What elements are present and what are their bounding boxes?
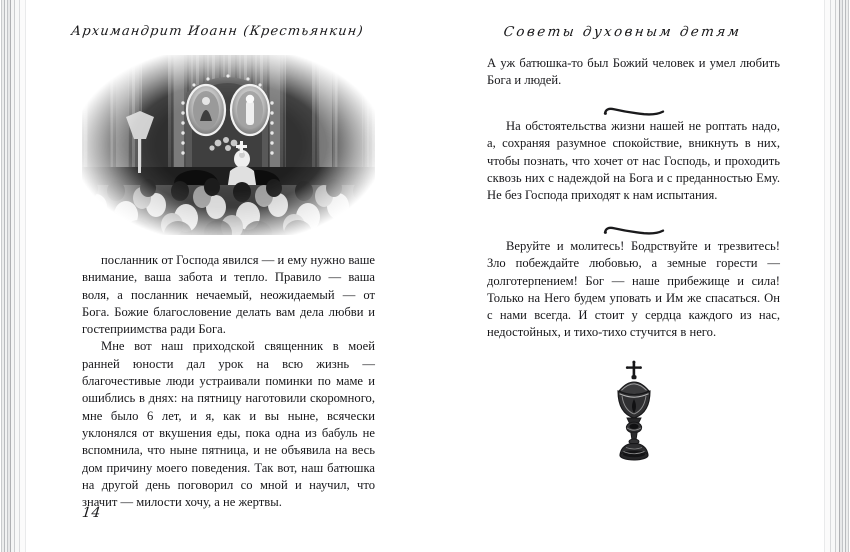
page-number-left: 14 <box>81 505 102 521</box>
right-page-body-2 <box>487 118 780 204</box>
flourish-divider-2 <box>487 223 780 237</box>
flourish-divider-1 <box>487 104 780 118</box>
church-photo-image <box>82 55 375 235</box>
church-photo <box>82 55 375 235</box>
left-page-body <box>82 252 375 511</box>
paragraph: Веруйте и молитесь! Бодрствуйте и трезвитесь! Зло побеждайте любовью, а земные горести — долготерпением! Бог — наше прибежище и сила! Только на Него будем уповать и Им же спасаться. Он с нами всегда. И стоит у сердца каждого из нас, недостойных, и тихо-тихо стучится в него. <box>487 239 780 340</box>
right-page-body-3 <box>487 238 780 342</box>
paragraph: Мне вот наш приходской священник в моей ранней юности дал урок на всю жизнь — благочестивые люди устраивали поминки по маме и ошиблись в днях: на пятницу наготовили скоромного, мне было 6 лет, и я, как и вы ныне, всячески уклонялся от вкушения еды, пока одна из бабуль не вспомнила, что ныне пятница, и не объявила на весь дом причину моего поведения. Так вот, наш батюшка на другой день поговорил со мной и научил, что значит — милости хочу, а не жертвы. <box>82 339 375 510</box>
page-right <box>450 0 795 552</box>
paragraph: посланник от Господа явился — и ему нужно ваше внимание, ваша забота и тепло. Правило — ваша воля, а посланник нечаемый, неожидаемый — от Бога. Божие благословение делать вам дела любви и гостеприимства ради Бога. <box>82 253 375 337</box>
chalice-ornament <box>487 360 780 464</box>
paragraph: На обстоятельства жизни нашей не роптать надо, а, сохраняя разумное спокойствие, вникнуть в них, чтобы познать, что хочет от нас Господь, и проходить сквозь них с надеждой на Бога и с преданностью Ему. Не без Господа приходят к нам испытания. <box>487 119 780 203</box>
running-head-left: Архимандрит Иоанн (Крестьянкин) <box>70 24 365 39</box>
page-edge-right <box>820 0 850 552</box>
right-page-body-1 <box>487 55 780 90</box>
page-edge-left <box>0 0 30 552</box>
paragraph: А уж батюшка-то был Божий человек и умел любить Бога и людей. <box>487 56 780 88</box>
page-left <box>45 0 390 552</box>
running-head-right: Советы духовным детям <box>502 24 743 40</box>
